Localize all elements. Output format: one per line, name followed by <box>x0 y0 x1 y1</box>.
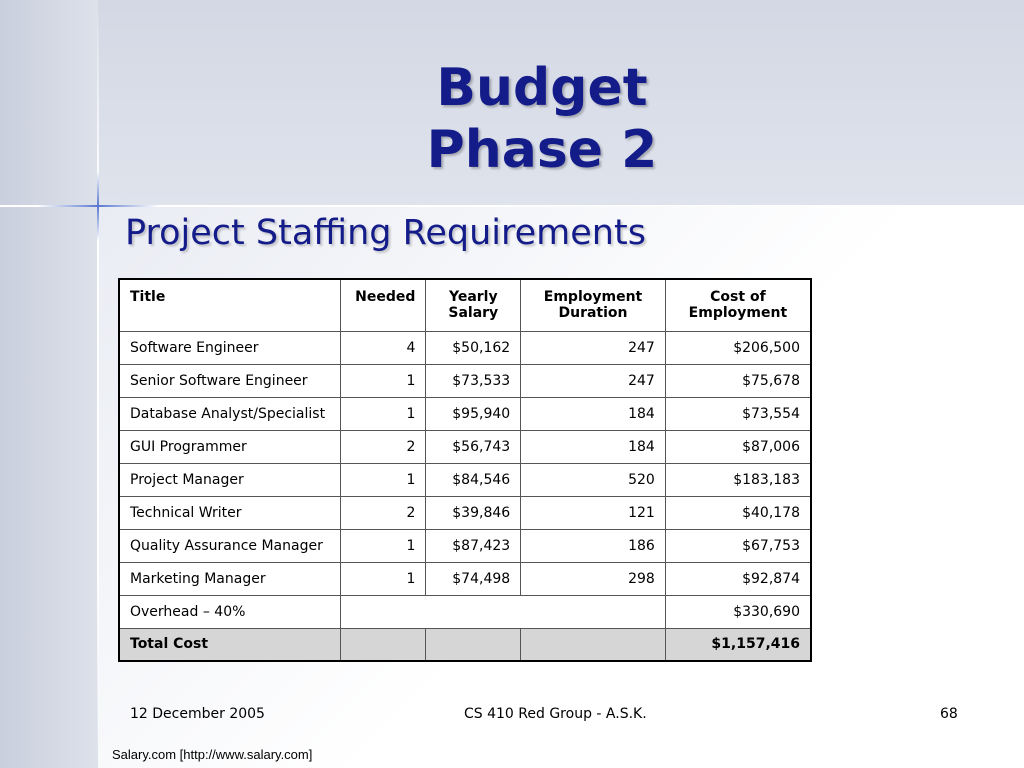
table-row <box>119 331 811 364</box>
footer-center-text: CS 410 Red Group - A.S.K. <box>464 706 647 722</box>
cell-total-empty <box>521 628 666 661</box>
cell-cost: $73,554 <box>665 397 811 430</box>
header-employment-duration: Employment Duration <box>521 279 666 331</box>
cell-overhead-title: Overhead – 40% <box>119 595 341 628</box>
cell-total-empty <box>341 628 426 661</box>
cell-cost: $92,874 <box>665 562 811 595</box>
header-title: Title <box>119 279 341 331</box>
cell-duration: 298 <box>521 562 666 595</box>
cell-title: Project Manager <box>119 463 341 496</box>
cell-duration: 184 <box>521 397 666 430</box>
cell-salary: $39,846 <box>426 496 521 529</box>
cell-title: Quality Assurance Manager <box>119 529 341 562</box>
cell-cost: $67,753 <box>665 529 811 562</box>
cell-cost: $87,006 <box>665 430 811 463</box>
cell-duration: 247 <box>521 364 666 397</box>
cell-duration: 121 <box>521 496 666 529</box>
cell-total-cost: $1,157,416 <box>665 628 811 661</box>
cell-salary: $56,743 <box>426 430 521 463</box>
cell-cost: $206,500 <box>665 331 811 364</box>
cell-overhead-cost: $330,690 <box>665 595 811 628</box>
cell-title: Marketing Manager <box>119 562 341 595</box>
cell-total-empty <box>426 628 521 661</box>
cell-cost: $183,183 <box>665 463 811 496</box>
table-row <box>119 397 811 430</box>
slide-title-line1: Budget <box>436 58 648 118</box>
table-row <box>119 364 811 397</box>
cell-duration: 186 <box>521 529 666 562</box>
cell-duration: 184 <box>521 430 666 463</box>
cell-needed: 1 <box>341 529 426 562</box>
overhead-row <box>119 595 811 628</box>
table-row <box>119 529 811 562</box>
source-citation: Salary.com [http://www.salary.com] <box>112 747 313 762</box>
header-needed: Needed <box>341 279 426 331</box>
slide-title-line2: Phase 2 <box>426 120 658 180</box>
cell-cost: $75,678 <box>665 364 811 397</box>
cell-total-title: Total Cost <box>119 628 341 661</box>
cell-salary: $84,546 <box>426 463 521 496</box>
cell-needed: 1 <box>341 397 426 430</box>
footer-date: 12 December 2005 <box>130 706 265 722</box>
cell-salary: $50,162 <box>426 331 521 364</box>
cell-title: Software Engineer <box>119 331 341 364</box>
table-row <box>119 562 811 595</box>
cell-title: Technical Writer <box>119 496 341 529</box>
cell-overhead-empty <box>341 595 665 628</box>
cell-needed: 2 <box>341 496 426 529</box>
cell-salary: $74,498 <box>426 562 521 595</box>
cell-duration: 247 <box>521 331 666 364</box>
page-number: 68 <box>940 706 958 722</box>
cell-salary: $95,940 <box>426 397 521 430</box>
cell-cost: $40,178 <box>665 496 811 529</box>
table-row <box>119 463 811 496</box>
cell-needed: 1 <box>341 562 426 595</box>
cell-title: Database Analyst/Specialist <box>119 397 341 430</box>
table-row <box>119 496 811 529</box>
staffing-table <box>118 278 812 662</box>
header-yearly-salary: Yearly Salary <box>426 279 521 331</box>
cell-duration: 520 <box>521 463 666 496</box>
cell-needed: 1 <box>341 463 426 496</box>
header-cost-of-employment: Cost of Employment <box>665 279 811 331</box>
cell-title: GUI Programmer <box>119 430 341 463</box>
cell-salary: $73,533 <box>426 364 521 397</box>
cell-salary: $87,423 <box>426 529 521 562</box>
cell-title: Senior Software Engineer <box>119 364 341 397</box>
total-row <box>119 628 811 661</box>
slide-subtitle: Project Staffing Requirements <box>125 213 646 253</box>
table-header-row <box>119 279 811 331</box>
cell-needed: 4 <box>341 331 426 364</box>
table-row <box>119 430 811 463</box>
cell-needed: 2 <box>341 430 426 463</box>
cell-needed: 1 <box>341 364 426 397</box>
